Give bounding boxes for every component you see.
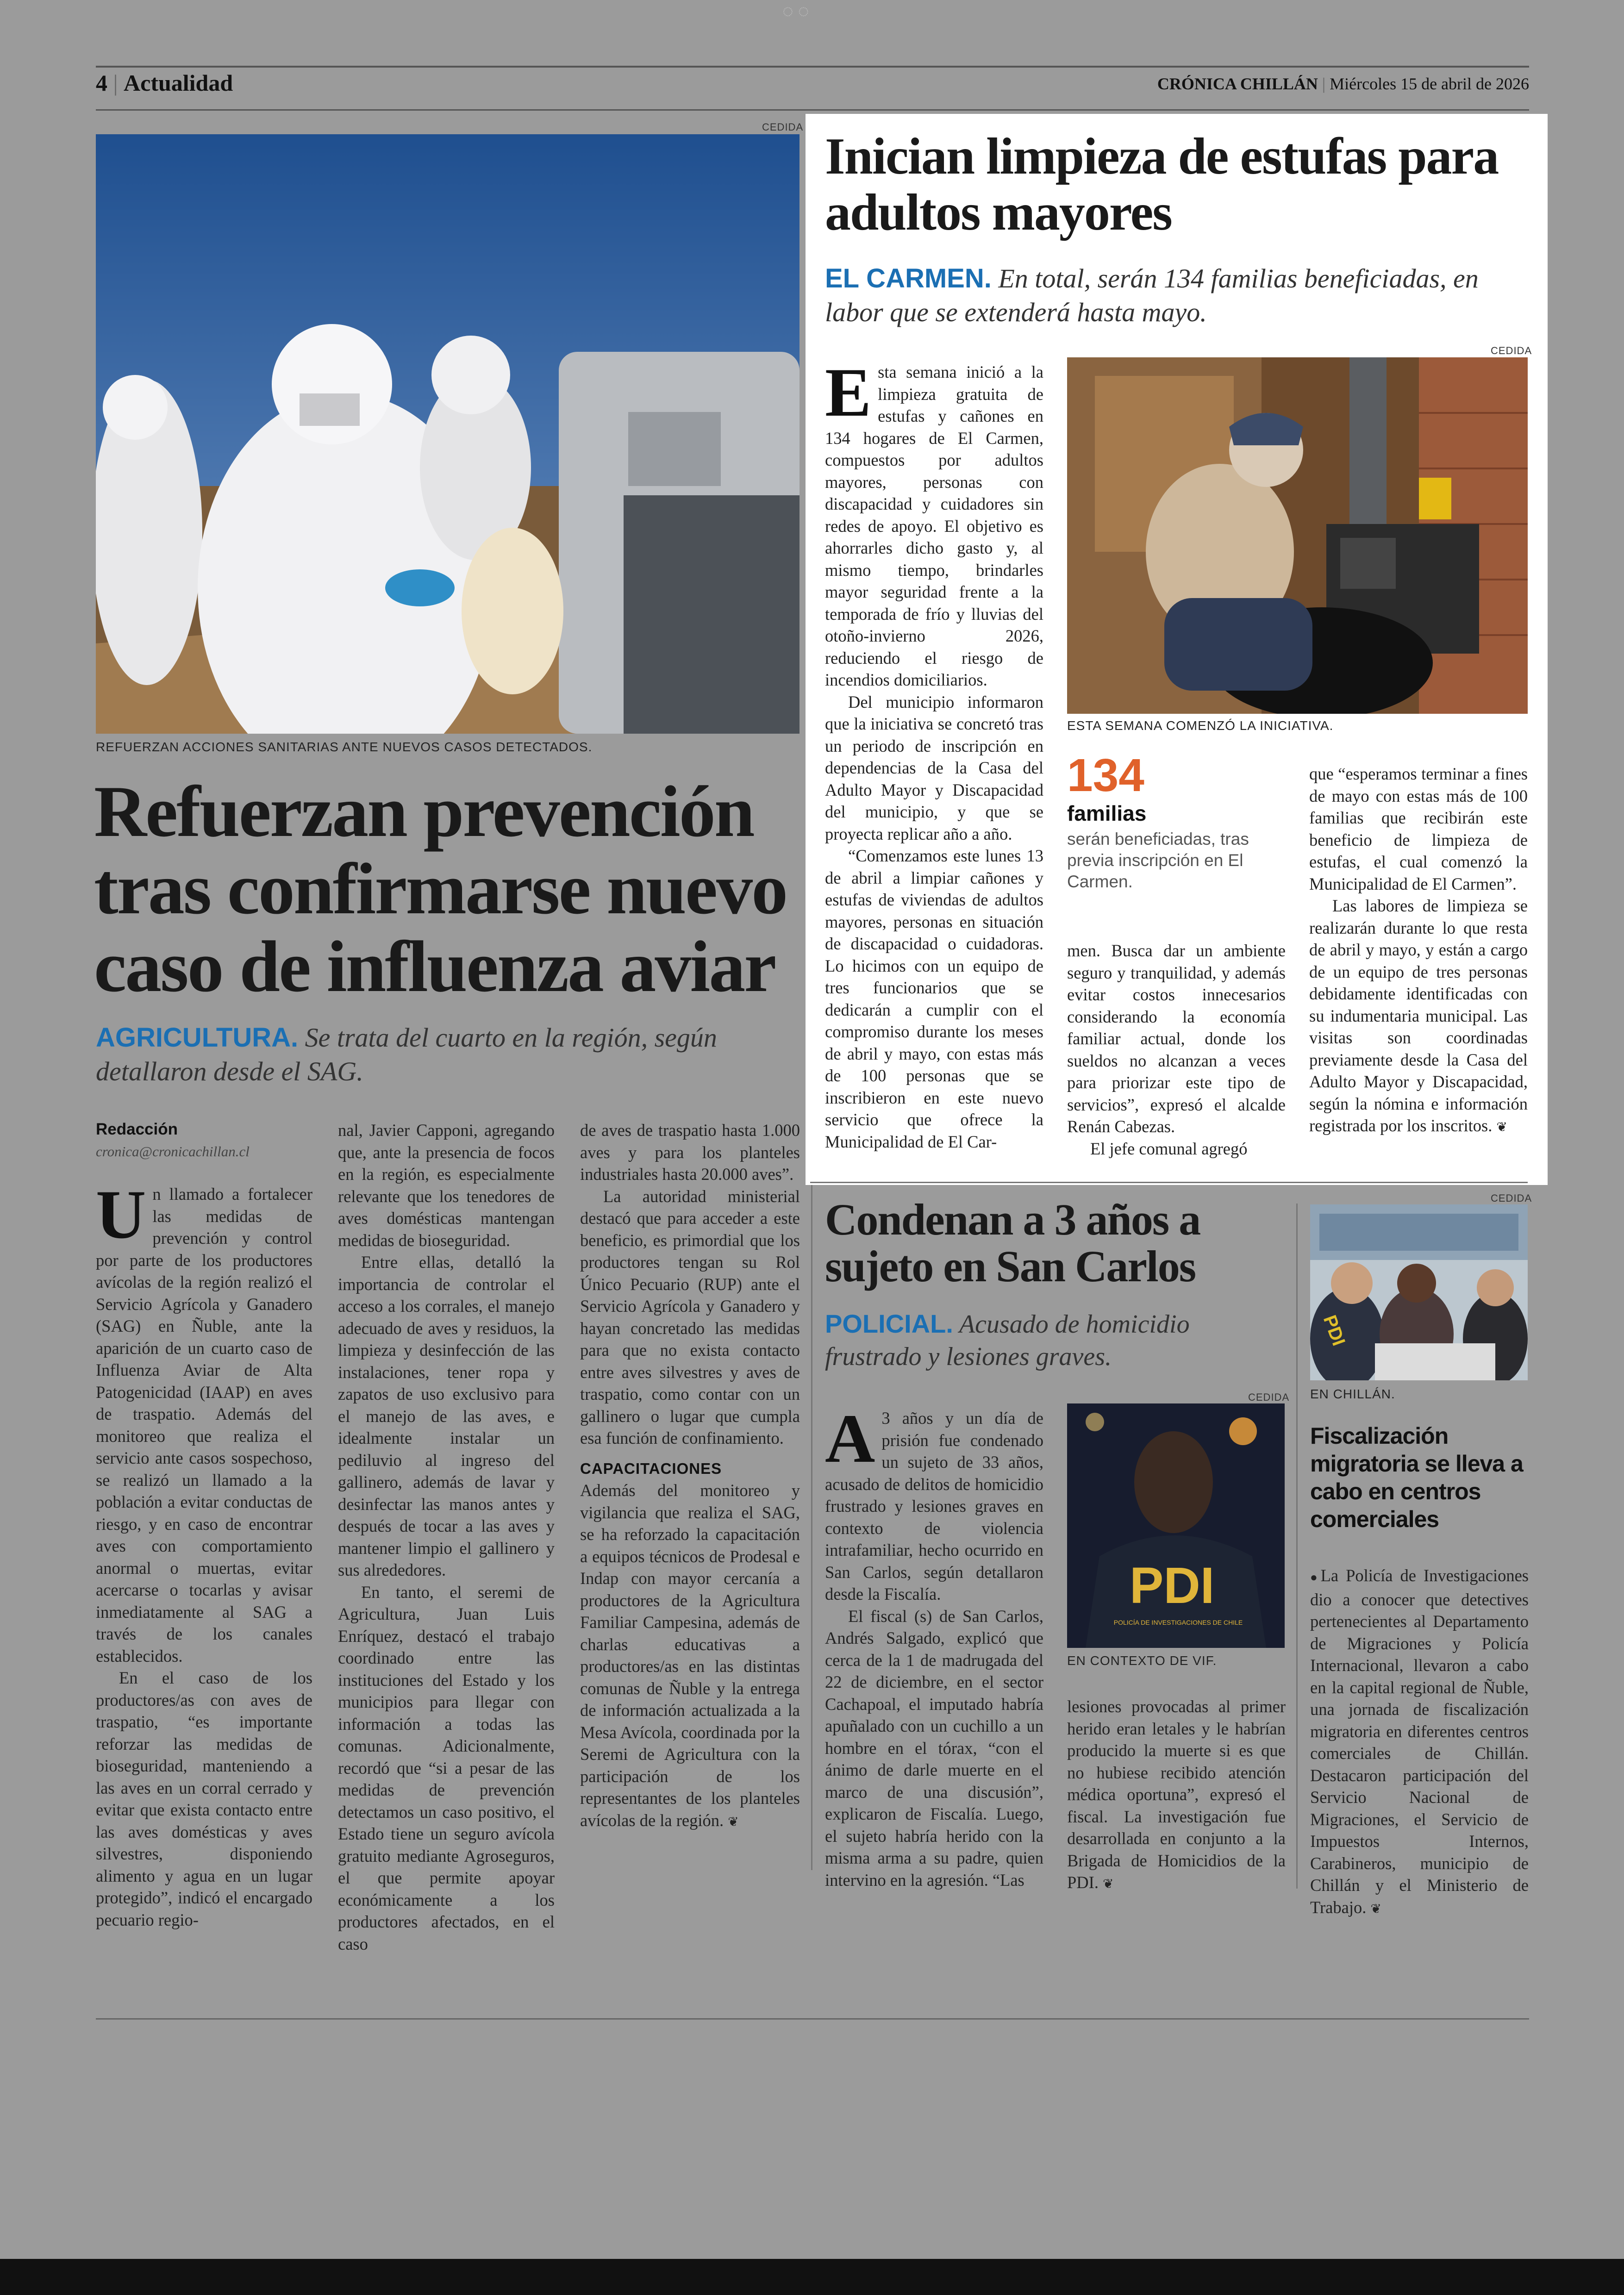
avian-paragraph: de aves de traspatio hasta 1.000 aves y para los planteles industriales hasta 20.000 aves”. [580,1121,800,1184]
avian-paragraph: nal, Javier Capponi, agregando que, ante la presencia de focos en la región, es especialmente relevante que los tenedores de aves domésticas mantengan medidas de bioseguridad. [338,1121,555,1250]
stoves-column-3 [1309,763,1528,1138]
stoves-photo-caption: ESTA SEMANA COMENZÓ LA INICIATIVA. [1067,718,1334,733]
publication-info: CRÓNICA CHILLÁN | Miércoles 15 de abril de 2026 [1157,75,1529,93]
section-header: 4 | Actualidad [96,70,233,96]
publication-date: Miércoles 15 de abril de 2026 [1330,75,1529,93]
stoves-paragraph [1309,895,1528,1138]
court-paragraph: 3 años y un día de prisión fue condenado un sujeto de 33 años, acusado de delitos de homicidio frustrado y lesiones graves en contexto de violencia intrafamiliar, hecho ocurrido en San Carlos, según detallaron desde la Fiscalía. [825,1409,1043,1603]
end-mark-icon: ❦ [1370,1901,1381,1916]
avian-byline: Redacción [96,1120,178,1138]
avian-paragraph: n llamado a fortalecer las medidas de prevención y control por parte de los productores avícolas de la región realizó el Servicio Agrícola y Ganadero (SAG) en Ñuble, ante la aparición de un cuarto caso de Influenza Aviar de Alta Patogenicidad (IAAP) en aves de traspatio. Además del monitoreo que realiza el servicio ante casos sospechoso, se realizó un llamado a la población a evitar conductas de riesgo, y en caso de encontrar aves con comportamiento anormal o muertas, evitar acercarse o tocarlas y avisar inmediatamente al SAG a través de los canales establecidos. [96,1185,312,1665]
avian-paragraph: En tanto, el seremi de Agricultura, Juan Luis Enríquez, destacó el trabajo coordinado entre las instituciones del Estado y los municipios para llegar con información a todas las comunas. Adicionalmente, recordó que “si a pesar de las medidas de prevención detectamos un caso positivo, el Estado tiene un seguro avícola gratuito mediante Agroseguros, el que permite apoyar económicamente a los productores afectados, en el caso [338,1582,555,1953]
migration-photo-credit: CEDIDA [1491,1192,1532,1204]
stoves-dropcap: E [825,354,872,431]
section-name: Actualidad [124,70,233,96]
stoves-headline: Inician limpieza de estufas para adultos mayores [825,128,1499,241]
avian-column-1 [96,1176,312,1931]
stoves-paragraph: El jefe comunal agregó [1090,1139,1248,1158]
header-top-rule [96,66,1529,68]
stat-description: serán beneficiadas, tras previa inscripción en El Carmen. [1067,829,1249,891]
section-divider [810,1182,1528,1183]
avian-photo-credit: CEDIDA [762,121,804,133]
pdi-photo-sublabel: POLICÍA DE INVESTIGACIONES DE CHILE [1113,1619,1243,1626]
avian-email: cronica@cronicachillan.cl [96,1143,250,1160]
avian-lede-text: Se trata del cuarto en la región, según detallaron desde el SAG. [96,1023,717,1086]
stoves-column-2 [1067,940,1286,1160]
migration-inspection-photo [1310,1204,1528,1380]
stoves-paragraph: “Comenzamos este lunes 13 de abril a limpiar cañones y estufas de viviendas de adultos mayores, personas en situación de discapacidad o cuidadoras. Lo hicimos con un equipo de tres funcionarios que se dedicarán a cumplir con el compromiso durante los meses de abril y mayo, con estas más de 100 personas que se inscribieron en este nuevo servicio que ofrece la Municipalidad de El Car- [825,846,1043,1151]
court-kicker: POLICIAL. [825,1309,953,1338]
stoves-kicker: EL CARMEN. [825,263,992,293]
end-mark-icon: ❦ [1496,1119,1507,1135]
stoves-paragraph: sta semana inició a la limpieza gratuita de estufas y cañones en 134 hogares de El Carmen, compuestos por adultos mayores, personas con discapacidad y cuidadores sin redes de apoyo. El objetivo es ahorrarles dicho gasto y, al mismo tiempo, brindarles mayor seguridad frente a la temporada de frío y lluvias del otoño-invierno 2026, reduciendo el riesgo de incendios domiciliarios. [825,362,1043,689]
stoves-column-1 [825,354,1043,1153]
court-photo-credit: CEDIDA [1248,1391,1290,1403]
page-number: 4 [96,70,107,96]
avian-paragraph-text: Además del monitoreo y vigilancia que realiza el SAG, se ha reforzado la capacitación a equipos técnicos de Prodesal e Indap con mayor cercanía a productores de la Agricultura Familiar Campesina, además de charlas educativas a productores/as en las distintas comunas de Ñuble y la entrega de información actualizada a la Mesa Avícola, coordinada por la Seremi de Agricultura con la participación de los representantes de los planteles avícolas de la región. [580,1481,800,1830]
migration-photo-caption: EN CHILLÁN. [1310,1387,1395,1401]
avian-paragraph: Entre ellas, detalló la importancia de controlar el acceso a los corrales, el manejo adecuado de aves y residuos, la limpieza y desinfección de las instalaciones, tener ropa y zapatos de uso exclusivo para el manejo de las aves, e idealmente instalar un pediluvio al ingreso del gallinero, además de lavar y desinfectar las manos antes y después de tocar a las aves y mantener limpio el gallinero y sus alrededores. [338,1253,555,1579]
avian-column-3 [580,1119,800,1833]
avian-flu-photo [96,134,800,734]
stoves-lede-text: En total, serán 134 familias beneficiadas, en labor que se extenderá hasta mayo. [825,263,1479,327]
migration-paragraph [1310,1565,1529,1920]
court-column-1 [825,1400,1043,1891]
avian-subheading: CAPACITACIONES [580,1459,722,1477]
header-bottom-rule [96,109,1529,111]
avian-kicker: AGRICULTURA. [96,1023,299,1053]
court-paragraph-text: lesiones provocadas al primer herido eran letales y le habrían producido la muerte si es que no hubiese recibido atención médica oportuna”, expresó el fiscal. La investigación fue desarrollada en conjunto a la Brigada de Homicidios de la PDI. [1067,1697,1286,1892]
avian-headline: Refuerzan prevención tras confirmarse nuevo caso de influenza aviar [94,771,787,1007]
court-headline: Condenan a 3 años a sujeto en San Carlos [825,1195,1200,1291]
avian-paragraph: La autoridad ministerial destacó que para acceder a este beneficio, es primordial que los productores tengan su Rol Único Pecuario (RUP) ante el Servicio Agrícola y Ganadero y hayan concretado las medidas para que no exista contacto entre aves silvestres y aves de traspatio, como contar con un gallinero o lugar que cumpla esa función de confinamiento. [580,1186,800,1447]
court-photo-caption: EN CONTEXTO DE VIF. [1067,1653,1217,1668]
court-paragraph: El fiscal (s) de San Carlos, Andrés Salgado, explicó que cerca de la 1 de madrugada del 22 de diciembre, en el sector Cachapoal, el imputado habría apuñalado con un cuchillo a un hombre en el tórax, “con el ánimo de darle muerte en el marco de una discusión”, explicaron de Fiscalía. Luego, el sujeto habría herido con la misma arma a su padre, quien intervino en la agresión. “Las [825,1606,1043,1890]
stat-number: 134 [1067,749,1144,801]
migration-paragraph-text: La Policía de Investigaciones dio a conocer que detectives pertenecientes al Departamento de Migraciones y Policía Internacional, llevaron a cabo en la capital regional de Ñuble, una jornada de fiscalización migratoria en diferentes centros comerciales de Chillán. Destacaron participación del Servicio Nacional de Migraciones, el Servicio de Impuestos Internos, Carabineros, municipio de Chillán y el Ministerio de Trabajo. [1310,1566,1529,1917]
avian-paragraph: En el caso de los productores/as con aves de traspatio, “es importante reforzar las medidas de bioseguridad, manteniendo a las aves en un corral cerrado y evitar que exista contacto entre las aves domésticas y aves silvestres, disponiendo alimento y agua en un lugar protegido”, indicó el encargado pecuario regio- [96,1668,312,1929]
page-nav-dots: ◌ ◌ [782,0,809,21]
column-divider [811,1185,812,1870]
avian-dropcap: U [96,1176,146,1253]
stoves-paragraph: men. Busca dar un ambiente seguro y tranquilidad, y además evitar costos innecesarios considerando la economía familiar actual, donde los sueldos no alcanzan a veces para priorizar este tipo de servicios”, expresó el alcalde Renán Cabezas. [1067,941,1286,1136]
publication-name: CRÓNICA CHILLÁN [1157,75,1318,93]
viewer-bottom-bar [0,2259,1624,2295]
end-mark-icon: ❦ [728,1814,739,1829]
bullet-icon: ● [1310,1571,1321,1584]
avian-paragraph [580,1479,800,1833]
migration-headline: Fiscalización migratoria se lleva a cabo en centros comerciales [1310,1423,1523,1532]
stove-cleaning-photo [1067,357,1528,714]
court-column-2 [1067,1696,1286,1895]
stoves-photo-credit: CEDIDA [1491,345,1532,356]
end-mark-icon: ❦ [1103,1876,1114,1891]
pdi-vest-label: PDI [1319,1312,1349,1349]
court-paragraph [1067,1696,1286,1895]
pdi-officer-photo [1067,1403,1285,1648]
stat-label: familias [1067,801,1147,825]
migration-column [1310,1565,1529,1920]
pdi-photo-label: PDI [1130,1557,1215,1614]
court-lede-text: Acusado de homicidio frustrado y lesiones graves. [825,1310,1190,1371]
avian-photo-caption: REFUERZAN ACCIONES SANITARIAS ANTE NUEVOS CASOS DETECTADOS. [96,740,593,754]
court-lede [825,1308,1265,1373]
stoves-lede [825,262,1519,329]
stoves-paragraph-text: Las labores de limpieza se realizarán durante lo que resta de abril y mayo, y están a cargo de un equipo de tres personas debidamente identificadas con su indumentaria municipal. Las visitas son coordinadas previamente desde la Casa del Adulto Mayor y Discapacidad, según la nómina e información registrada por los inscritos. [1309,896,1528,1135]
avian-lede [96,1021,753,1088]
stoves-paragraph: que “esperamos terminar a fines de mayo con estas más de 100 familias que recibirán este beneficio de limpieza de estufas, el cual comenzó la Municipalidad de El Carmen”. [1309,764,1528,893]
page-bottom-rule [96,2018,1529,2020]
column-divider [1296,1204,1298,1889]
avian-column-2 [338,1119,555,1955]
stoves-paragraph: Del municipio informaron que la iniciativa se concretó tras un periodo de inscripción en dependencias de la Casa del Adulto Mayor y Discapacidad del municipio, y que se proyecta replicar año a año. [825,692,1043,843]
court-dropcap: A [825,1400,875,1477]
